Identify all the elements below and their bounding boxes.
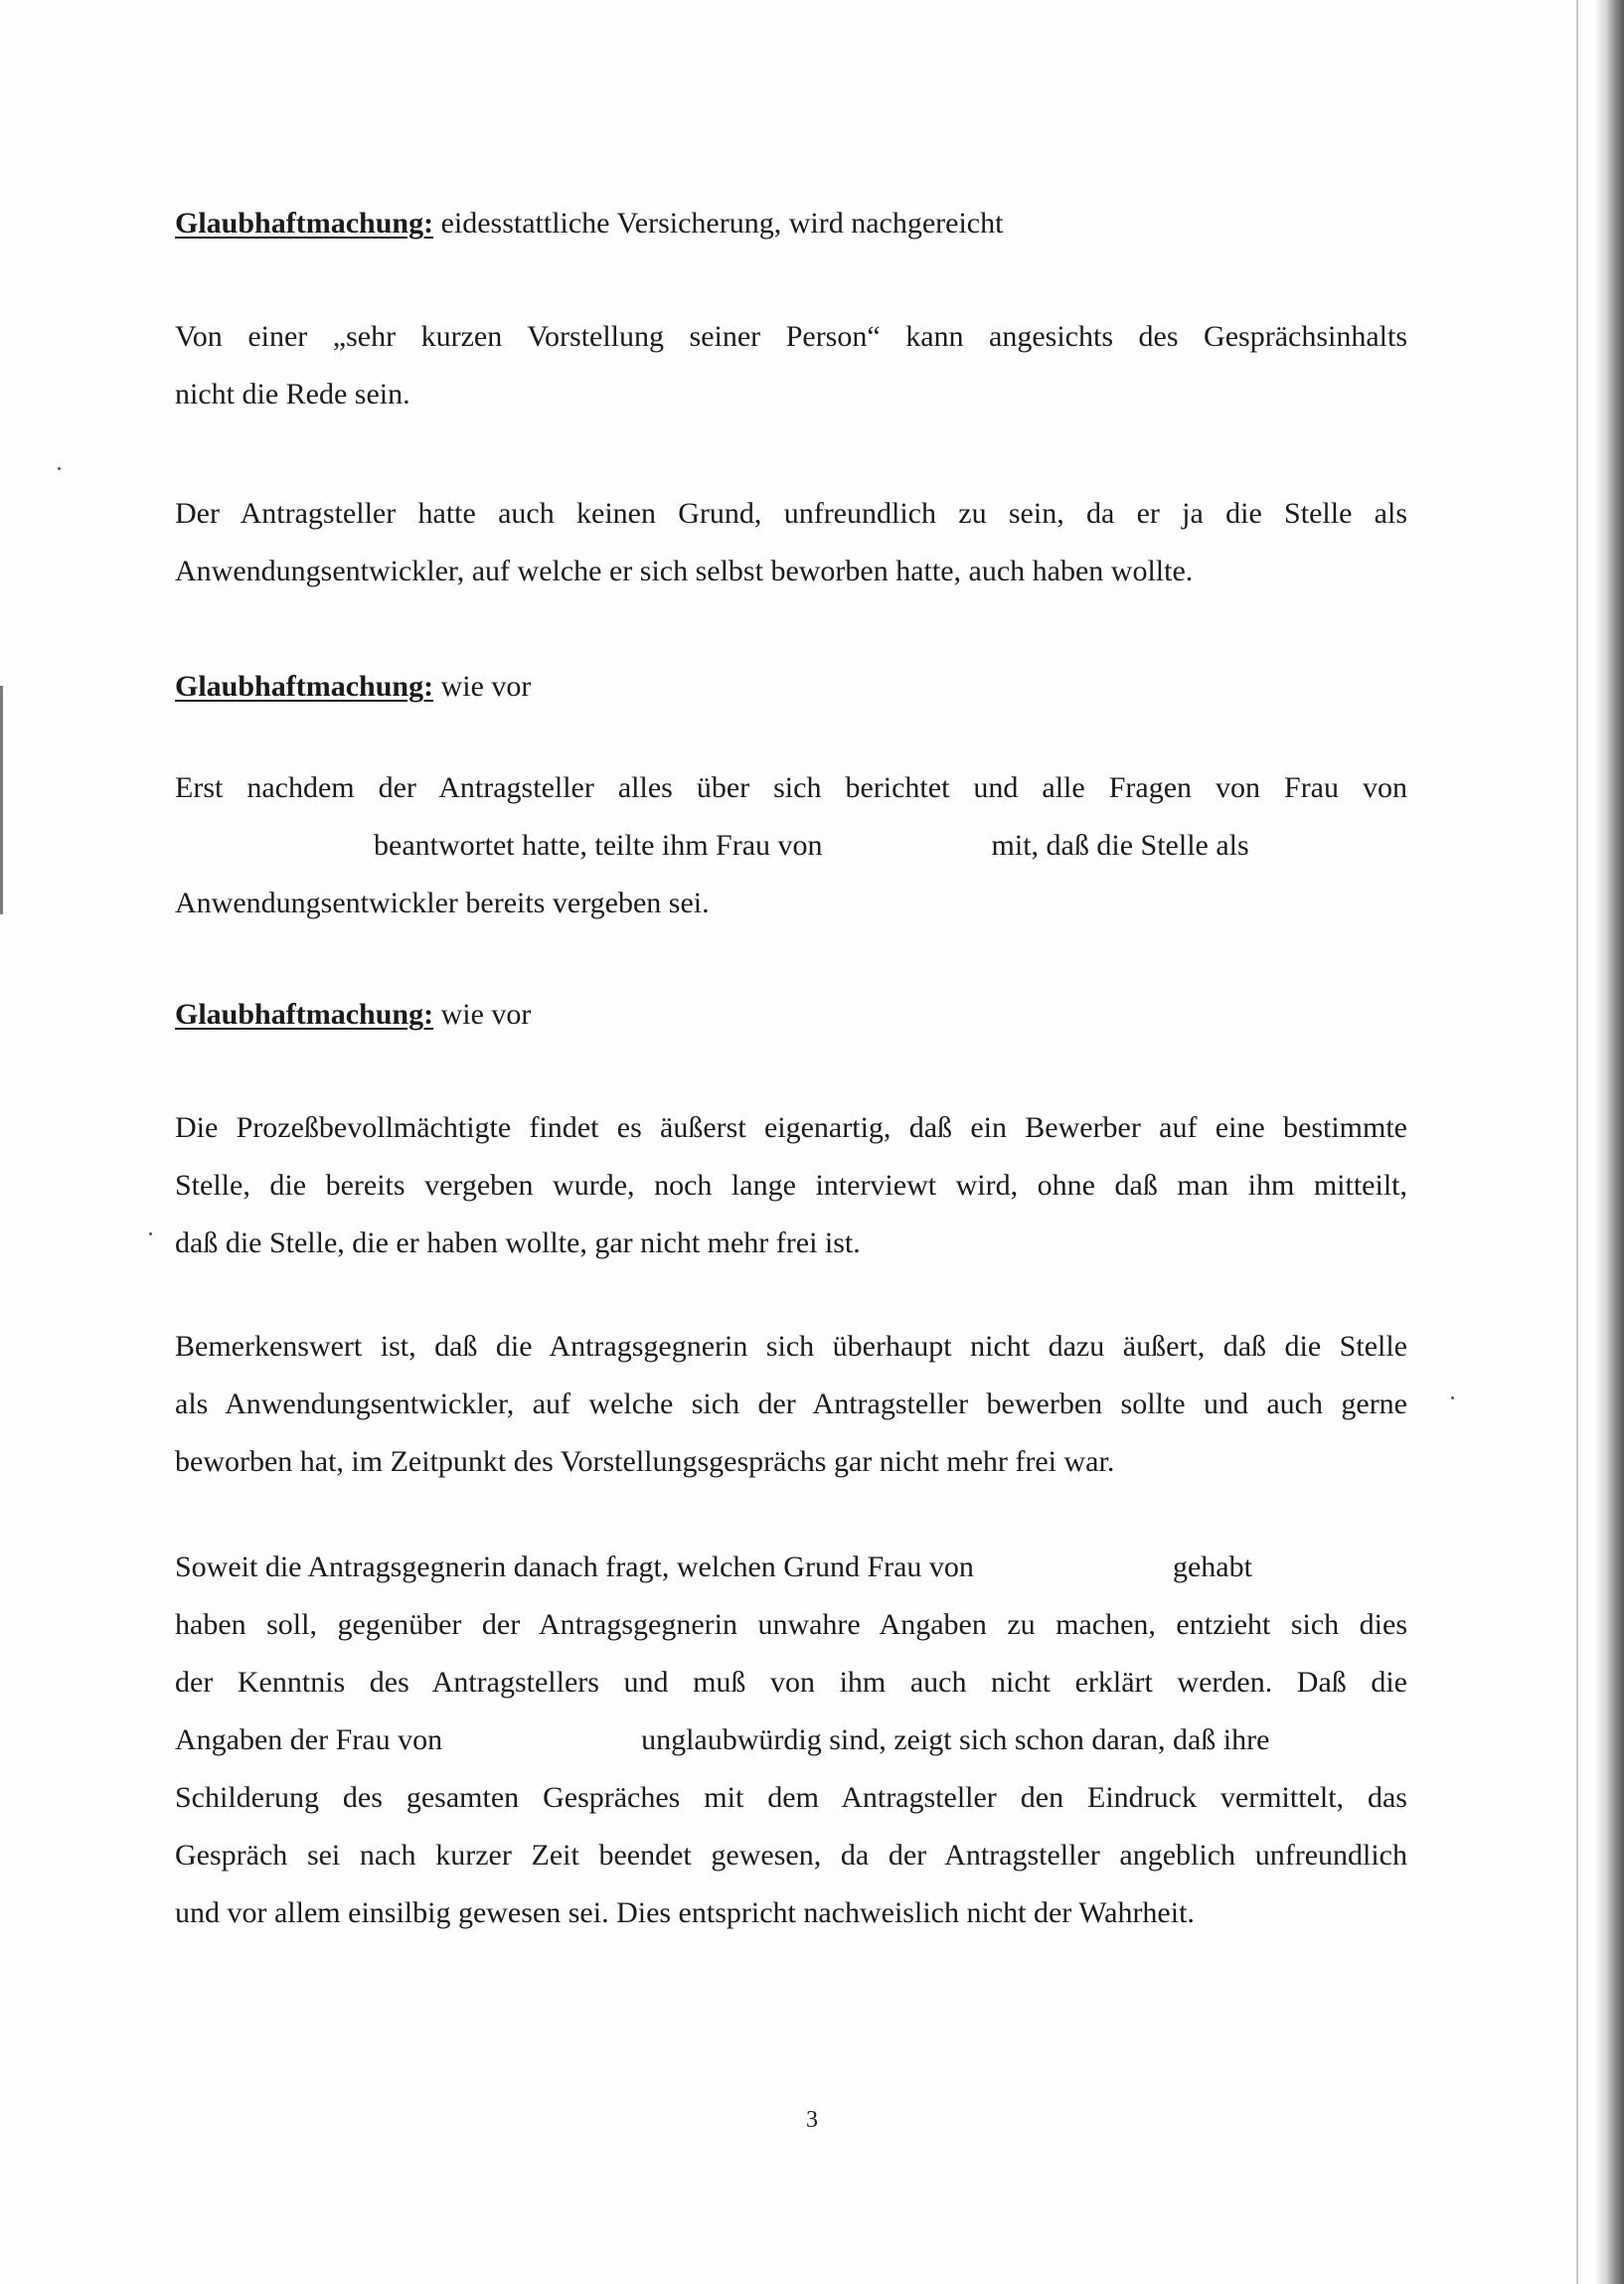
paragraph-line: als Anwendungsentwickler, auf welche sich der Antragsteller bewerben sollte und auch gerne — [175, 1387, 1407, 1420]
scan-edge-line — [1576, 0, 1578, 2284]
paragraph-line: Schilderung des gesamten Gespräches mit dem Antragsteller den Eindruck vermittelt, das — [175, 1781, 1407, 1814]
glaubhaftmachung-label: Glaubhaftmachung: — [175, 207, 434, 240]
paragraph-line: Anwendungsentwickler, auf welche er sich selbst beworben hatte, auch haben wollte. — [175, 555, 1194, 587]
paragraph-glaubhaftmachung-2 — [175, 658, 1407, 716]
paragraph-line — [175, 986, 1407, 1044]
paragraph-glaubhaftmachung-1 — [175, 195, 1407, 252]
scan-left-mark — [0, 686, 3, 914]
paragraph-line: und vor allem einsilbig gewesen sei. Dies entspricht nachweislich nicht der Wahrheit. — [175, 1896, 1195, 1929]
paragraph-7 — [175, 1099, 1407, 1272]
paragraph-line — [175, 1712, 1407, 1769]
paragraph-line: daß die Stelle, die er haben wollte, gar nicht mehr frei ist. — [175, 1226, 861, 1259]
paragraph-5 — [175, 759, 1407, 932]
paragraph-text: eidesstattliche Versicherung, wird nachgereicht — [433, 207, 1004, 240]
paragraph-text: Soweit die Antragsgegnerin danach fragt, welchen Grund Frau von — [175, 1550, 974, 1583]
scan-edge-shadow — [1596, 0, 1624, 2284]
paragraph-line: Gespräch sei nach kurzer Zeit beendet gewesen, da der Antragsteller angeblich unfreundlich — [175, 1839, 1407, 1872]
paragraph-text: unglaubwürdig sind, zeigt sich schon daran, daß ihre — [641, 1723, 1270, 1756]
paragraph-line: Von einer „sehr kurzen Vorstellung seiner Person“ kann angesichts des Gesprächsinhalts — [175, 320, 1407, 353]
paragraph-text: beantwortet hatte, teilte ihm Frau von — [374, 829, 823, 862]
paragraph-text: Angaben der Frau von — [175, 1723, 443, 1756]
paragraph-text: wie vor — [433, 998, 532, 1031]
paragraph-line: Erst nachdem der Antragsteller alles über sich berichtet und alle Fragen von Frau von — [175, 771, 1407, 804]
paragraph-9 — [175, 1539, 1407, 1942]
paragraph-line — [175, 195, 1407, 252]
glaubhaftmachung-label: Glaubhaftmachung: — [175, 998, 434, 1031]
paragraph-2 — [175, 308, 1407, 423]
glaubhaftmachung-label: Glaubhaftmachung: — [175, 670, 434, 703]
paragraph-line: nicht die Rede sein. — [175, 378, 410, 410]
paragraph-text: gehabt — [1172, 1550, 1252, 1583]
paragraph-text: mit, daß die Stelle als — [991, 829, 1249, 862]
scan-speck — [1451, 1396, 1454, 1399]
paragraph-line: der Kenntnis des Antragstellers und muß von ihm auch nicht erklärt werden. Daß die — [175, 1666, 1407, 1699]
paragraph-line — [175, 658, 1407, 716]
paragraph-line: Stelle, die bereits vergeben wurde, noch lange interviewt wird, ohne daß man ihm mitteilt, — [175, 1169, 1407, 1202]
paragraph-line: beworben hat, im Zeitpunkt des Vorstellungsgesprächs gar nicht mehr frei war. — [175, 1445, 1115, 1478]
scan-speck — [58, 467, 61, 470]
paragraph-3 — [175, 485, 1407, 600]
paragraph-line: Der Antragsteller hatte auch keinen Grund, unfreundlich zu sein, da er ja die Stelle als — [175, 497, 1407, 530]
paragraph-line: Die Prozeßbevollmächtigte findet es äußerst eigenartig, daß ein Bewerber auf eine bestimmte — [175, 1111, 1407, 1144]
paragraph-line — [175, 817, 1407, 875]
paragraph-text: wie vor — [433, 670, 532, 703]
paragraph-line: Anwendungsentwickler bereits vergeben sei. — [175, 887, 710, 919]
scan-speck — [149, 1232, 152, 1235]
paragraph-glaubhaftmachung-3 — [175, 986, 1407, 1044]
paragraph-line — [175, 1539, 1407, 1596]
paragraph-line: Bemerkenswert ist, daß die Antragsgegnerin sich überhaupt nicht dazu äußert, daß die Stelle — [175, 1330, 1407, 1363]
page-number: 3 — [806, 2107, 818, 2133]
paragraph-line: haben soll, gegenüber der Antragsgegnerin unwahre Angaben zu machen, entzieht sich dies — [175, 1608, 1407, 1641]
paragraph-8 — [175, 1318, 1407, 1491]
